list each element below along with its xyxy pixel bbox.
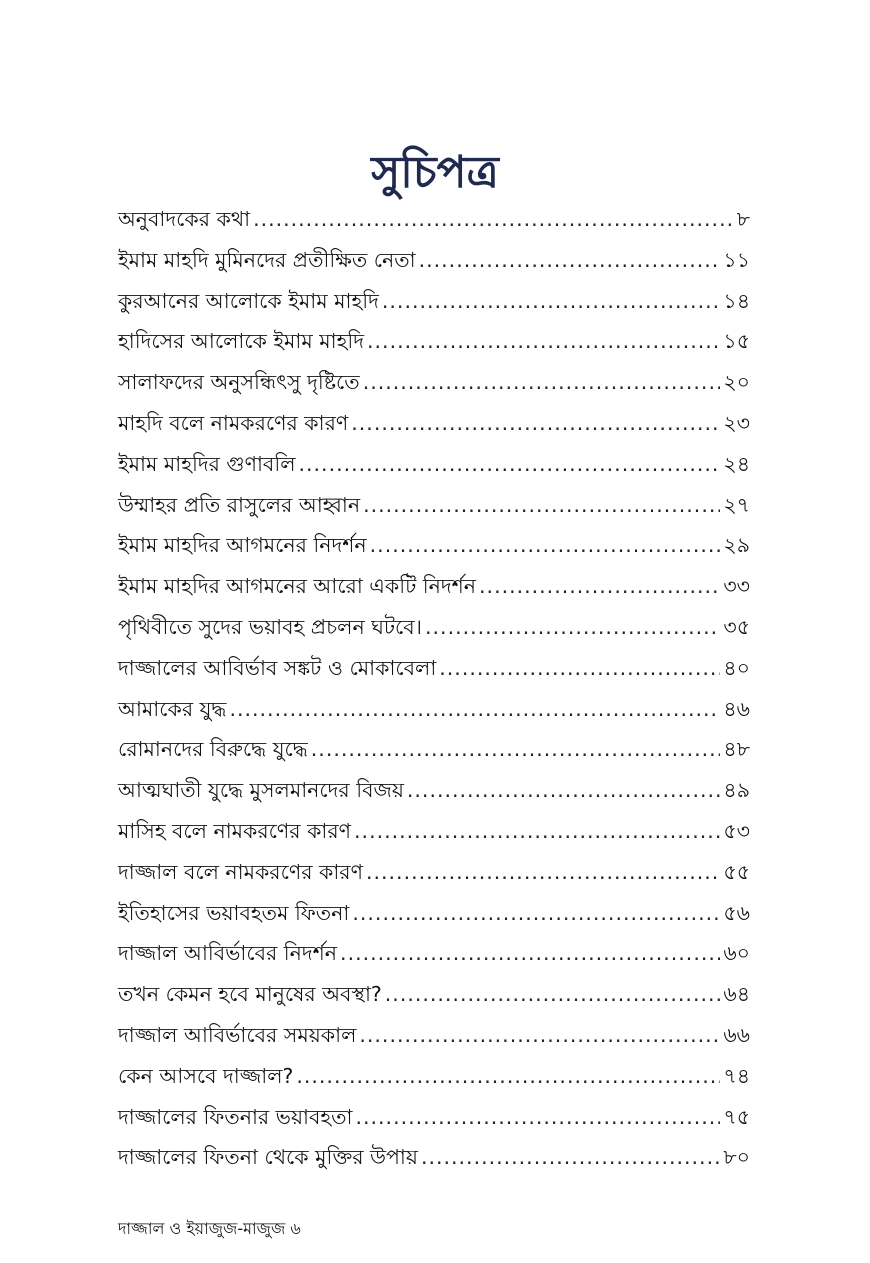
toc-entry-page-number: ৭৪ [723, 1063, 750, 1088]
dot-leader [229, 697, 720, 721]
dot-leader [425, 615, 720, 639]
dot-leader [253, 207, 734, 231]
toc-entry-title: রোমানদের বিরুদ্ধে যুদ্ধে [118, 737, 308, 762]
toc-entry [118, 694, 750, 735]
toc-entry-page-number: ৩৫ [723, 614, 750, 639]
toc-entry-title: দাজ্জালের ফিতনার ভয়াবহতা [118, 1104, 353, 1129]
toc-entry [118, 857, 750, 898]
dot-leader [421, 1145, 720, 1169]
toc-entry-title: দাজ্জালের আবির্ভাব সঙ্কট ও মোকাবেলা [118, 655, 437, 680]
toc-entry-page-number: ৭৫ [723, 1104, 750, 1129]
toc-entry [118, 979, 750, 1020]
toc-entry-page-number: ৪০ [723, 655, 750, 680]
toc-entry [118, 449, 750, 490]
toc-entry-page-number: ২৪ [723, 451, 750, 476]
page-title: সুচিপত্র [371, 147, 499, 199]
toc-entry [118, 408, 750, 449]
toc-entry-title: আত্মঘাতী যুদ্ধে মুসলমানদের বিজয় [118, 778, 404, 803]
toc-entry-title: তখন কেমন হবে মানুষের অবস্থা? [118, 982, 382, 1007]
toc-entry-page-number: ৫৩ [723, 818, 750, 843]
toc-entry [118, 612, 750, 653]
dot-leader [363, 493, 720, 517]
toc-entry-title: দাজ্জাল আবির্ভাবের সময়কাল [118, 1022, 357, 1047]
toc-entry-title: সালাফদের অনুসন্ধিৎসু দৃষ্টিতে [118, 370, 360, 395]
dot-leader [299, 452, 721, 476]
toc-entry-page-number: ৪৮ [723, 737, 750, 762]
toc-entry-page-number: ৪৯ [723, 778, 750, 803]
toc-entry-title: কেন আসবে দাজ্জাল? [118, 1063, 294, 1088]
toc-entry [118, 938, 750, 979]
toc-entry-title: দাজ্জালের ফিতনা থেকে মুক্তির উপায় [118, 1145, 418, 1170]
toc-entry [118, 898, 750, 939]
toc-entry [118, 1020, 750, 1061]
toc-entry [118, 1061, 750, 1102]
toc-entry-title: কুরআনের আলোকে ইমাম মাহদি [118, 288, 379, 313]
toc-entry [118, 530, 750, 571]
toc-entry-page-number: ২৩ [723, 410, 750, 435]
toc-entry-title: মাহদি বলে নামকরণের কারণ [118, 410, 349, 435]
toc-entry-page-number: ৮০ [723, 1145, 750, 1170]
toc-entry [118, 326, 750, 367]
dot-leader [359, 1023, 720, 1047]
toc-entry [118, 775, 750, 816]
toc-entry-title: অনুবাদকের কথা [118, 207, 251, 231]
toc-entry-title: ইমাম মাহদি মুমিনদের প্রতীক্ষিত নেতা [118, 247, 416, 272]
dot-leader [366, 860, 720, 884]
toc-entry-page-number: ২৯ [723, 533, 750, 558]
toc-entry [118, 367, 750, 408]
toc-entry-title: উম্মাহর প্রতি রাসুলের আহ্বান [118, 492, 361, 517]
page-footer: দাজ্জাল ও ইয়াজুজ-মাজুজ ৬ [118, 1219, 301, 1238]
dot-leader [367, 329, 720, 353]
dot-leader [363, 370, 721, 394]
dot-leader [296, 1064, 720, 1088]
dot-leader [385, 982, 721, 1006]
toc-entry [118, 1142, 750, 1183]
dot-leader [382, 289, 721, 313]
toc-entry-title: পৃথিবীতে সুদের ভয়াবহ প্রচলন ঘটবে। [118, 614, 423, 639]
toc-entry-page-number: ৫৬ [723, 900, 750, 925]
dot-leader [407, 778, 721, 802]
toc-entry-title: ইমাম মাহদির আগমনের নিদর্শন [118, 533, 367, 558]
toc-entry [118, 286, 750, 327]
toc-entry-page-number: ২০ [723, 370, 750, 395]
toc-entry-page-number: ১৪ [723, 288, 750, 313]
toc-entry [118, 204, 750, 245]
dot-leader [340, 941, 720, 965]
toc-entry-page-number: ৬৪ [723, 982, 750, 1007]
dot-leader [370, 533, 721, 557]
toc-entry-title: দাজ্জাল বলে নামকরণের কারণ [118, 859, 363, 884]
toc-entry [118, 816, 750, 857]
dot-leader [352, 901, 720, 925]
toc-entry [118, 490, 750, 531]
dot-leader [311, 737, 721, 761]
toc-entry-page-number: ৫৫ [723, 859, 750, 884]
dot-leader [439, 656, 720, 680]
dot-leader [354, 819, 720, 843]
toc-entry-title: ইতিহাসের ভয়াবহতম ফিতনা [118, 900, 350, 925]
toc-entry [118, 571, 750, 612]
toc-entry-page-number: ২৭ [723, 492, 750, 517]
toc-entry [118, 1102, 750, 1143]
toc-entry-title: হাদিসের আলোকে ইমাম মাহদি [118, 329, 365, 354]
toc-entry-page-number: ৬৬ [723, 1022, 750, 1047]
toc-entry-page-number: ৩৩ [723, 574, 750, 599]
toc-entry-title: আমাকের যুদ্ধ [118, 696, 227, 721]
dot-leader [479, 574, 720, 598]
toc-entry-page-number: ৪৬ [723, 696, 750, 721]
toc-entry-title: মাসিহ বলে নামকরণের কারণ [118, 818, 352, 843]
toc-entry-page-number: ৮ [736, 207, 750, 231]
dot-leader [355, 1105, 720, 1129]
toc-entry [118, 245, 750, 286]
toc-entry-title: দাজ্জাল আবির্ভাবের নিদর্শন [118, 941, 338, 966]
toc-entry [118, 653, 750, 694]
toc-entry-page-number: ৬০ [723, 941, 750, 966]
toc-entry-page-number: ১১ [723, 247, 750, 272]
toc-entry-title: ইমাম মাহদির গুণাবলি [118, 451, 296, 476]
table-of-contents [118, 204, 750, 1183]
toc-entry-page-number: ১৫ [723, 329, 750, 354]
dot-leader [351, 411, 720, 435]
toc-entry-title: ইমাম মাহদির আগমনের আরো একটি নিদর্শন [118, 574, 477, 599]
dot-leader [419, 248, 721, 272]
toc-entry [118, 734, 750, 775]
